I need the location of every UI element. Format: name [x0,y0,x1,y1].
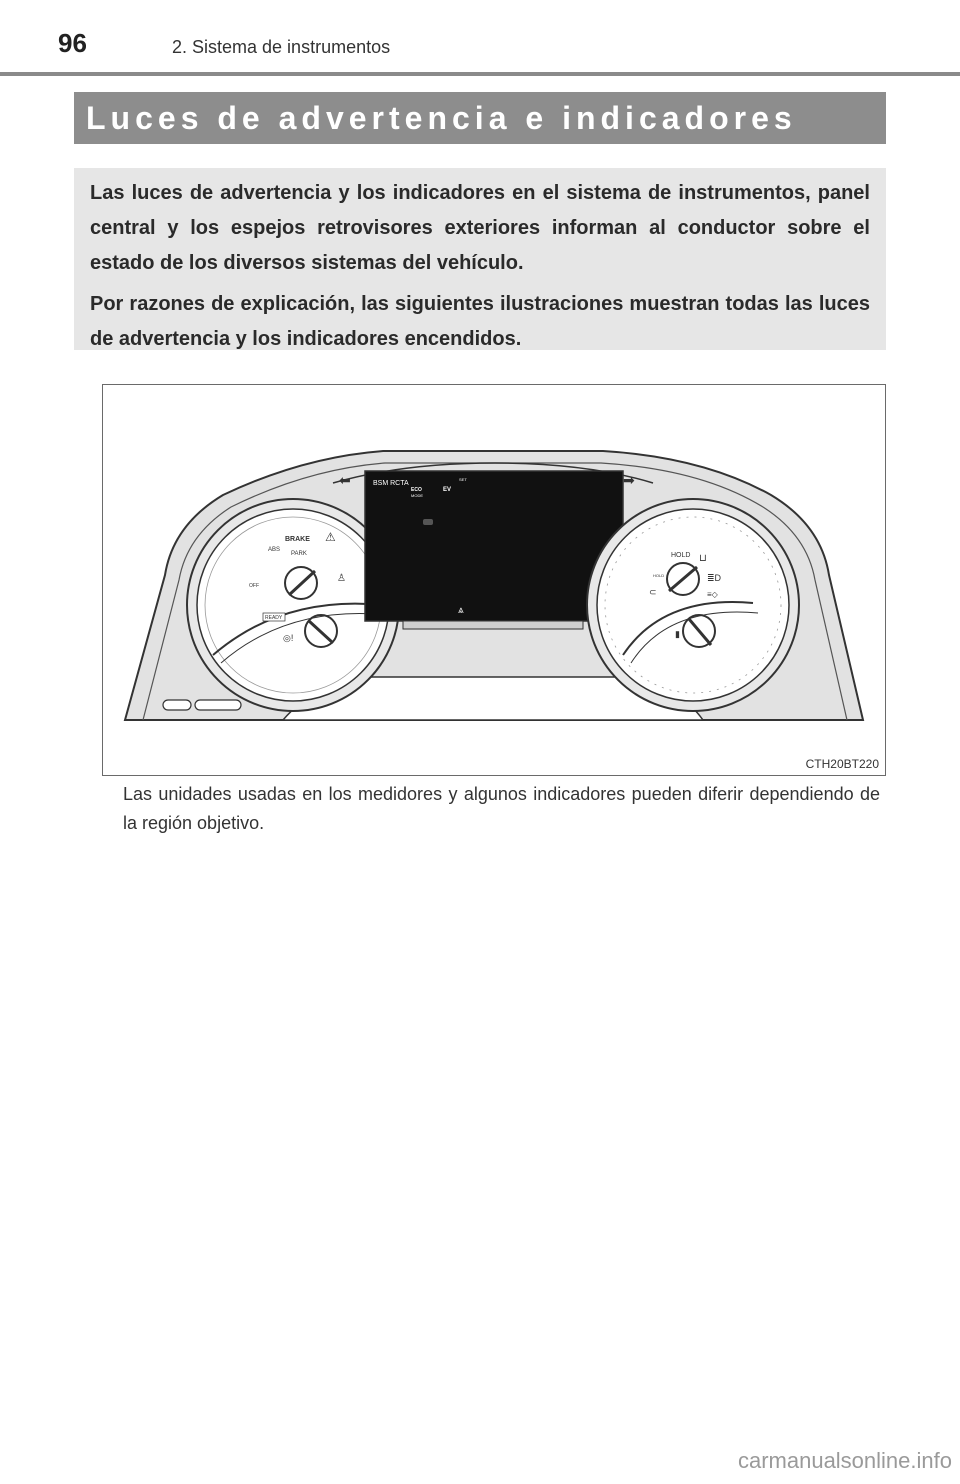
multi-information-display [365,471,623,621]
ev-mode-indicator: EV [443,487,452,493]
units-note: Las unidades usadas en los medidores y algunos indicadores pueden diferir dependiendo de la región objetivo. [123,784,880,833]
cruise-set-indicator: SET [459,477,467,482]
section-title: Luces de advertencia e indicadores [86,99,797,136]
intro-paragraph-1: Las luces de advertencia y los indicadores en el sistema de instrumentos, panel central y los espejos retrovisores exteriores informan al conductor sobre el estado de los diversos sistemas del vehículo. [90,182,870,274]
figure-code: CTH20BT220 [805,757,879,771]
oil-pressure-icon: ⊂ [649,587,657,597]
intro-box [74,168,886,350]
odo-button [195,700,241,710]
hold-indicator-label: HOLD [671,552,691,559]
trip-button [163,700,191,710]
eco-mode-sub: MODE [411,493,423,498]
header-divider [0,72,960,76]
fog-light-icon: ≡◇ [707,590,718,599]
fuel-icon: ▮ [675,629,680,639]
brake-warning-label: BRAKE [285,536,310,543]
eco-mode-indicator: ECO [411,487,422,493]
instrument-cluster-figure [102,384,886,776]
bsm-rcta-indicator: BSM RCTA [373,480,409,487]
seatbelt-icon: ♙ [337,573,346,584]
vsc-off-label: OFF [249,583,259,589]
page-number: 96 [58,28,87,58]
tire-pressure-icon: ⊔ [699,553,707,564]
steering-warning-icon: ◎! [283,633,294,643]
turn-left-icon: ⬅ [339,472,351,488]
right-gauge [587,499,799,711]
section-title-banner [74,92,886,144]
brake-hold-label: HOLD [653,573,665,578]
turn-right-icon: ➡ [623,472,635,488]
headlight-icon: ≣D [707,573,722,583]
master-warning-icon: ⚠ [325,530,336,544]
instrument-cluster-illustration [103,385,886,776]
intro-paragraph-2: Por razones de explicación, las siguientes ilustraciones muestran todas las luces de advertencia y los indicadores encendidos. [90,293,870,350]
abs-warning-label: ABS [268,547,281,553]
chapter-title: 2. Sistema de instrumentos [172,37,391,57]
watermark: carmanualsonline.info [737,1448,952,1473]
lane-departure-icon: ⩓ [458,605,464,616]
ready-indicator-label: READY [265,615,283,621]
park-brake-label: PARK [291,551,307,557]
